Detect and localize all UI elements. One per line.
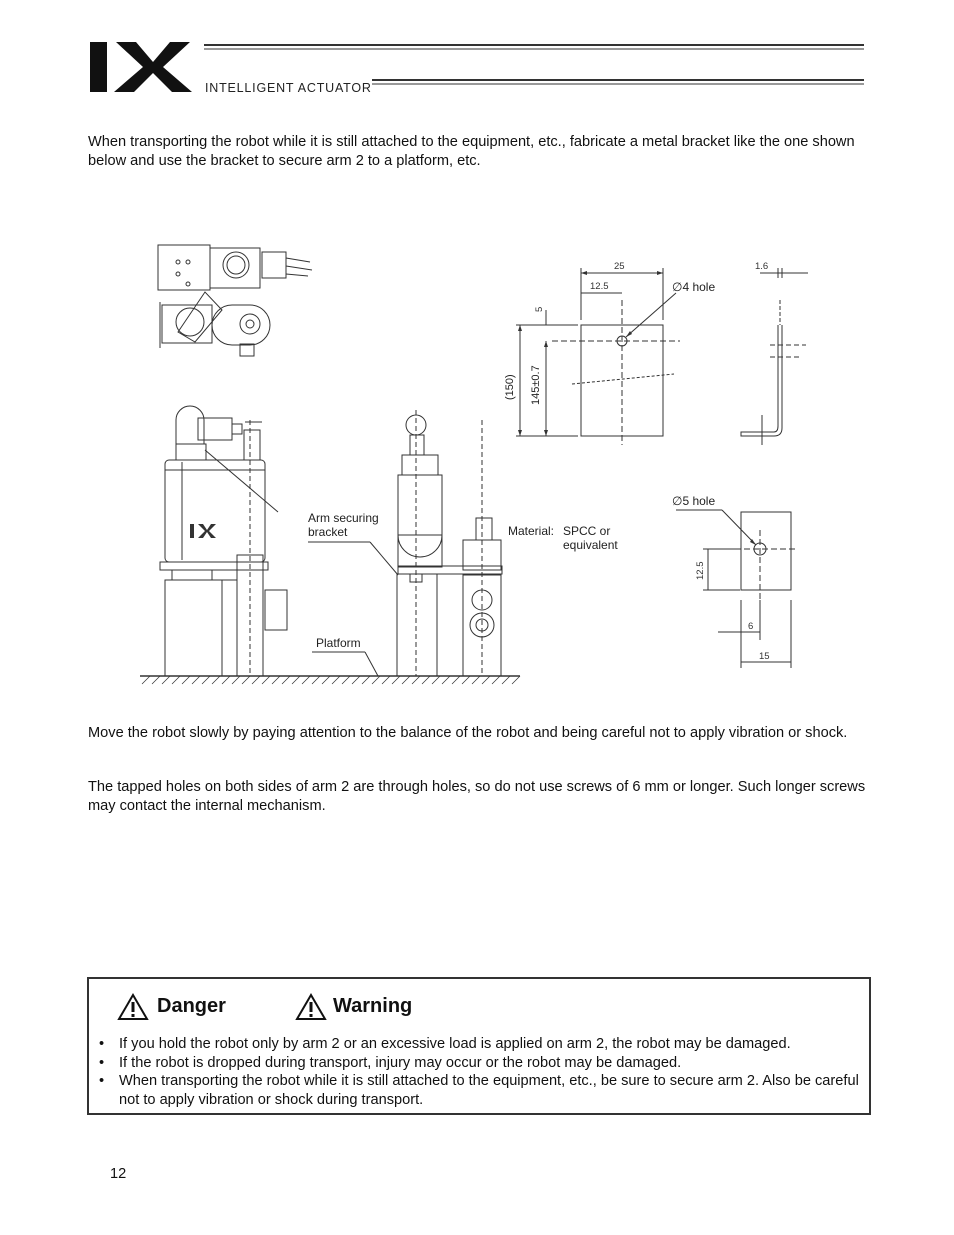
caution-item: • If the robot is dropped during transport, injury may occur or the robot may be damaged. (99, 1054, 869, 1073)
tapped-holes-paragraph: The tapped holes on both sides of arm 2 are through holes, so do not use screws of 6 mm or longer. Such longer screws may contact the internal mechanism. (88, 779, 866, 814)
dim-15: 15 (759, 651, 770, 662)
danger-title: Danger (157, 995, 226, 1017)
danger-warning-icon (117, 993, 149, 1021)
caution-item: • When transporting the robot while it is still attached to the equipment, etc., be sure to secure arm 2. Also be careful not to apply vibration or shock during transport. (99, 1072, 869, 1109)
warning-triangle-icon (295, 993, 327, 1021)
arm-securing-bracket-label: Arm securing bracket (308, 511, 379, 539)
dim-6: 6 (748, 621, 754, 632)
brand-tagline: INTELLIGENT ACTUATOR (205, 81, 372, 95)
platform-label: Platform (316, 636, 361, 650)
dim-145: 145±0.7 (530, 365, 542, 405)
dim-12-5-top: 12.5 (590, 281, 609, 292)
intro-paragraph: When transporting the robot while it is still attached to the equipment, etc., fabricate a metal bracket like the one shown below and use the bracket to secure arm 2 to a platform, etc. (88, 134, 855, 169)
dim-1-6: 1.6 (755, 261, 769, 272)
hole4-label: ∅4 hole (672, 280, 716, 294)
dim-150: (150) (504, 374, 516, 400)
page-number: 12 (110, 1166, 127, 1182)
caution-item: • If you hold the robot only by arm 2 or an excessive load is applied on arm 2, the robot may be damaged. (99, 1035, 869, 1054)
caution-list (99, 1035, 869, 1109)
hole5-label: ∅5 hole (672, 494, 716, 508)
material-value: SPCC or equivalent (563, 524, 618, 552)
material-key: Material: (508, 524, 555, 538)
balance-paragraph: Move the robot slowly by paying attention to the balance of the robot and being careful not to apply vibration or shock. (88, 725, 848, 741)
caution-box (87, 977, 871, 1115)
warning-title: Warning (333, 995, 413, 1017)
dim-5: 5 (534, 306, 545, 312)
dim-12-5-side: 12.5 (695, 561, 706, 580)
dim-25: 25 (614, 261, 625, 272)
